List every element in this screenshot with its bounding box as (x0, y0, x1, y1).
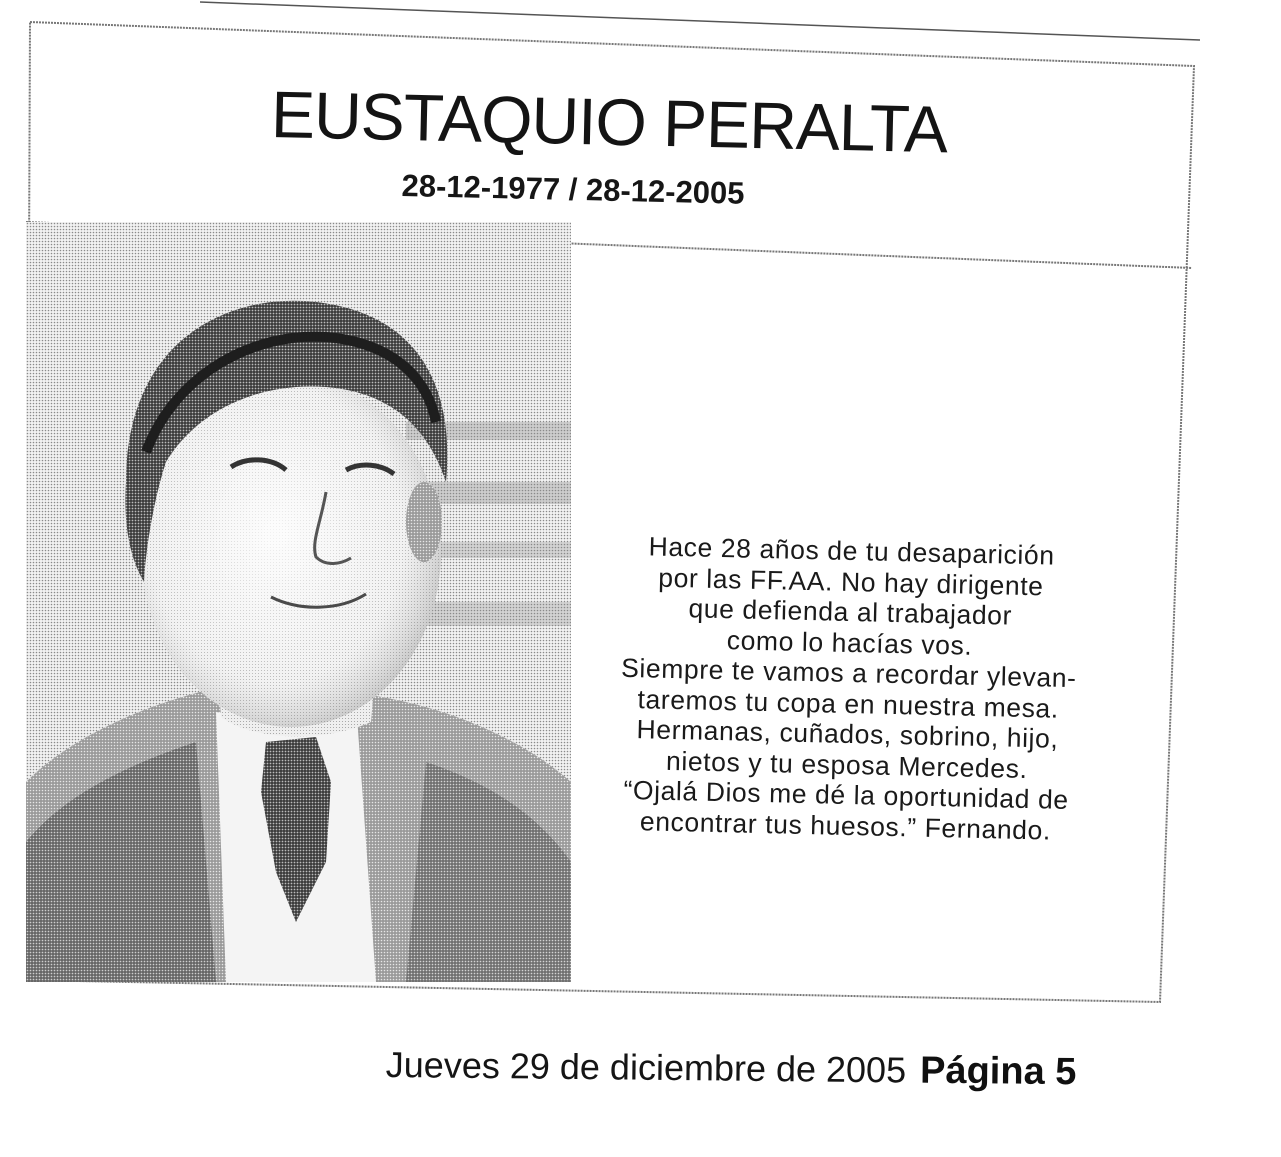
message-line: por las FF.AA. No hay dirigente (657, 562, 1044, 601)
memorial-message (565, 530, 1132, 848)
message-line: que defienda al trabajador (688, 593, 1013, 631)
message-line: nietos y tu esposa Mercedes. (665, 745, 1028, 784)
message-line: encontrar tus huesos.” Fernando. (639, 805, 1052, 846)
message-line: Hace 28 años de tu desaparición (648, 531, 1055, 571)
portrait-photo-icon (26, 222, 571, 982)
message-line: como lo hacías vos. (726, 624, 973, 661)
message-line: “Ojalá Dios me dé la oportunidad de (623, 774, 1070, 815)
message-line: Hermanas, cuñados, sobrino, hijo, (636, 714, 1059, 754)
message-line: Siempre te vamos a recordar ylevan- (620, 652, 1077, 694)
notice-title: EUSTAQUIO PERALTA (270, 76, 948, 167)
message-line: taremos tu copa en nuestra mesa. (637, 683, 1060, 724)
notice-dates: 28-12-1977 / 28-12-2005 (401, 168, 745, 211)
obituary-notice (26, 18, 1196, 1008)
page-number: Página 5 (919, 1049, 1077, 1094)
page-footer (386, 1044, 1077, 1094)
publication-date: Jueves 29 de diciembre de 2005 (385, 1044, 907, 1091)
